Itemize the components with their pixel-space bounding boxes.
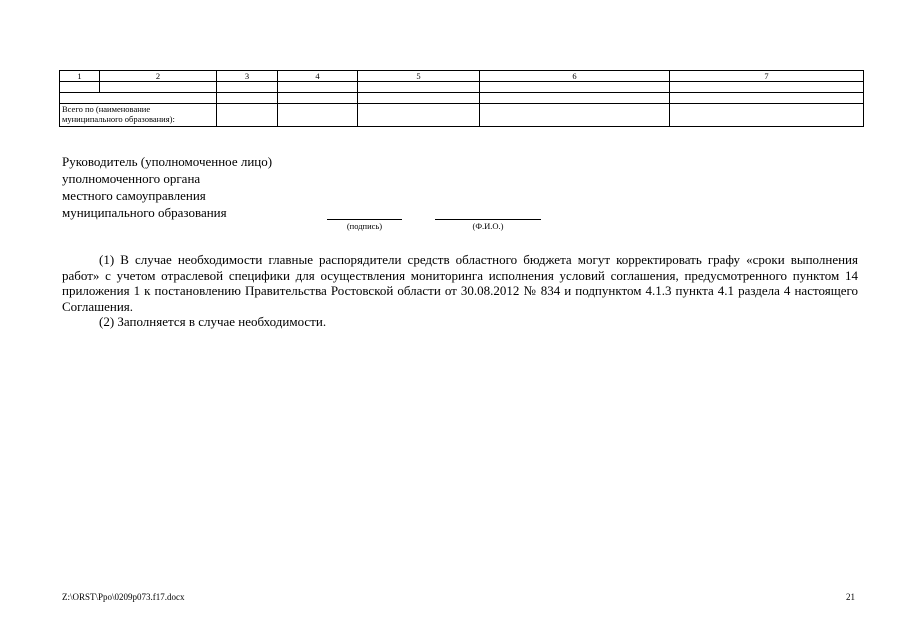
header-cell: 4 [278, 71, 358, 82]
table-cell [480, 104, 670, 127]
name-caption: (Ф.И.О.) [472, 221, 504, 231]
signature-line: муниципального образования [62, 205, 227, 220]
table-cell [278, 104, 358, 127]
name-underline [435, 219, 541, 220]
table-row [60, 82, 864, 93]
total-label-line: муниципального образования): [62, 114, 175, 124]
table-cell [670, 93, 864, 104]
table-cell [670, 82, 864, 93]
signature-line: Руководитель (уполномоченное лицо) [62, 154, 273, 169]
data-table [59, 70, 864, 127]
signature-line: уполномоченного органа [62, 171, 201, 186]
table-cell [217, 82, 278, 93]
table-cell [480, 82, 670, 93]
table-cell [100, 82, 217, 93]
table-cell [480, 93, 670, 104]
signature-underline [327, 219, 402, 220]
table-cell [278, 82, 358, 93]
table-cell [358, 82, 480, 93]
header-cell: 3 [217, 71, 278, 82]
footer-file-path: Z:\ORST\Ppo\0209p073.f17.docx [62, 592, 185, 602]
total-label-line: Всего по (наименование [62, 104, 151, 114]
footnotes [62, 252, 858, 330]
header-cell: 7 [670, 71, 864, 82]
table-row [60, 93, 864, 104]
table-cell [358, 93, 480, 104]
table-cell [278, 93, 358, 104]
table-cell [670, 104, 864, 127]
header-cell: 2 [100, 71, 217, 82]
total-label-cell [60, 104, 217, 127]
header-cell: 5 [358, 71, 480, 82]
table-cell [358, 104, 480, 127]
header-cell: 6 [480, 71, 670, 82]
table-header-row [60, 71, 864, 82]
table-cell [60, 82, 100, 93]
signature-block [62, 153, 272, 221]
table-cell [217, 93, 278, 104]
header-cell: 1 [60, 71, 100, 82]
footnote: (2) Заполняется в случае необходимости. [99, 314, 327, 330]
footnote: (1) В случае необходимости главные распорядители средств областного бюджета могут корректировать графу «сроки выполнения работ» с учетом отраслевой специфики для осуществления мониторинга исполнения условий соглашения, предусмотренного пунктом 14 приложения 1 к постановлению Правительства Ростовской области от 30.08.2012 № 834 и подпунктом 4.1.3 пункта 4.1 раздела 4 настоящего Соглашения. [62, 252, 858, 314]
page-number: 21 [846, 592, 855, 602]
table-cell [60, 93, 217, 104]
signature-line: местного самоуправления [62, 188, 206, 203]
table-total-row [60, 104, 864, 127]
table-cell [217, 104, 278, 127]
signature-caption: (подпись) [346, 221, 383, 231]
